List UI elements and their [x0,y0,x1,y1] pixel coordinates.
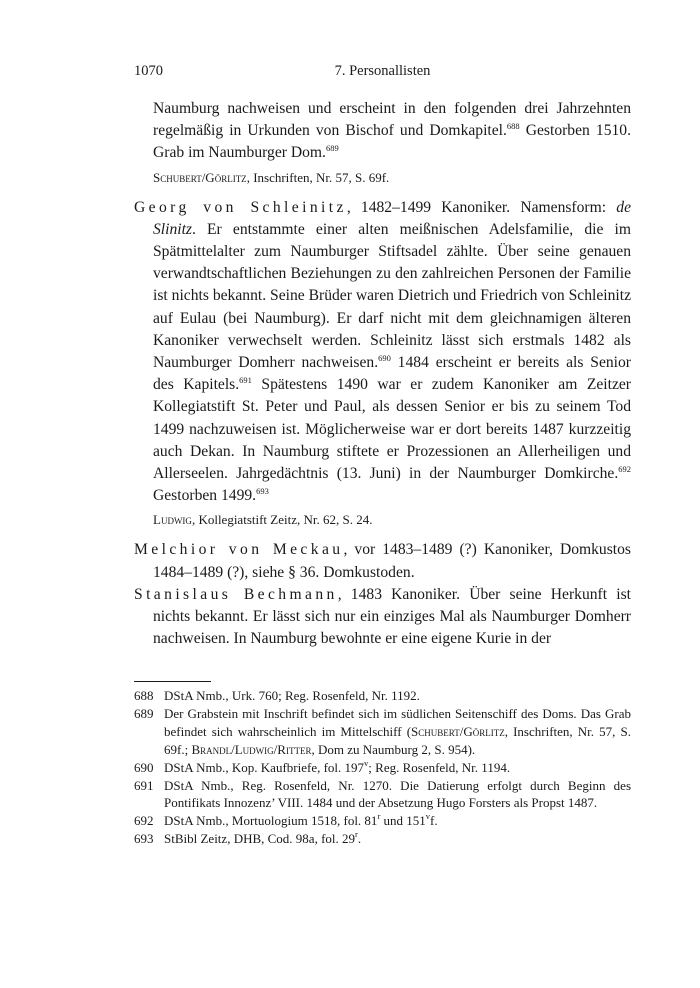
footnote-text: DStA Nmb., Mortuologium 1518, fol. 81$^r$ und 151$^v$f. [164,811,438,829]
footnote-number: 693 [134,831,154,847]
footnote-ref[interactable]: 689 [325,143,339,154]
entry-meckau [134,539,631,583]
entry-text: Spätestens 1490 war er zudem Kanoniker am Zeitzer Kollegiatstift St. Peter und Paul, als dessen Senior er bis zu seinem Tod 1499 nachzuweisen ist. Möglicherweise war er dort bereits 1487 kurzzeitig auch Dekan. In Naumburg stiftete er Prozessionen an Allerheiligen und Allerseelen. Jahrgedächtnis (13. Juni) in der Naumburger Domkirche. [153,376,631,483]
footnote-number: 688 [134,688,154,703]
footnote-ref[interactable]: 692 [618,464,631,475]
footnote-text: DStA Nmb., Reg. Rosenfeld, Nr. 1270. Die Datierung erfolgt durch Beginn des Pontifikats Innozenz’ VIII. 1484 und der Absetzung Hugo Forsters als Propst 1487. [164,777,631,811]
footnote-ref[interactable]: 693 [256,486,269,497]
entry-text: Gestorben 1499. [153,487,257,505]
footnote [134,687,631,705]
source-citation [153,511,631,529]
footnote-number: 690 [134,759,154,775]
footnote-number: 692 [134,813,154,829]
entry-name: Georg von Schleinitz [134,198,347,216]
footnote-text: DStA Nmb., Urk. 760; Reg. Rosenfeld, Nr. 1192. [164,688,420,703]
entry-name: Stanislaus Bechmann [134,585,338,603]
source-rest: , Inschriften, Nr. 57, S. 69f. [246,169,390,185]
name-form: de Slinitz [153,198,631,238]
footnote-text: DStA Nmb., Kop. Kaufbriefe, fol. 197$^v$; Reg. Rosenfeld, Nr. 1194. [164,757,511,775]
footnote-text: StBibl Zeitz, DHB, Cod. 98a, fol. 29$^r$. [164,829,362,847]
footnote-ref[interactable]: 688 [506,121,520,132]
page-number: 1070 [134,63,163,79]
source-author: Ludwig [153,512,192,528]
footnote-number: 689 [134,705,154,721]
footnotes [134,687,631,848]
entry-schleinitz [134,197,631,508]
source-author: Schubert/Görlitz [153,169,247,185]
footnote [134,830,631,848]
entry-text: 1484 erscheint er bereits als Senior des Kapitels. [153,354,632,394]
entry-text: . Er entstammte einer alten meißnischen Adelsfamilie, die im Spätmittelalter zum Naumburger Stiftsadel zählte. Über seine genauen verwandtschaftlichen Beziehungen zu den zahlreichen Personen der Familie ist nichts bekannt. Seine Brüder waren Dietrich und Friedrich von Schleinitz auf Eulau (bei Naumburg). Er darf nicht mit dem gleichnamigen älteren Kanoniker verwechselt werden. Schleinitz lässt sich erstmals 1482 als Naumburger Domherr nachweisen. [153,220,631,372]
footnote-number: 691 [134,777,154,793]
entry-name: Melchior von Meckau [134,541,344,559]
intro-text-2: Gestorben 1510. Grab im Naumburger Dom. [153,122,631,162]
source-citation [153,169,631,187]
running-head [134,63,631,83]
footnote-rule [134,681,211,682]
source-rest: , Kollegiatstift Zeitz, Nr. 62, S. 24. [191,512,373,528]
entry-bechmann [134,584,631,651]
entry-text: , vor 1483–1489 (?) Kanoniker, Domkustos 1484–1489 (?), siehe § 36. Domkustoden. [153,541,631,581]
footnote [134,777,631,813]
footnote [134,759,631,777]
entry-text: , 1483 Kanoniker. Über seine Herkunft ist nichts bekannt. Er lässt sich nur ein einziges Mal als Naumburger Domherr nachweisen. In Naumburg bewohnte er eine eigene Kurie in der [153,585,631,648]
footnote [134,812,631,830]
main-text [134,98,631,650]
footnote-text: Der Grabstein mit Inschrift befindet sich im südlichen Seitenschiff des Doms. Das Grab befindet sich wahrscheinlich im Mittelschiff (Schubert/Görlitz, Inschriften, Nr. 57, S. 69f.; Brandl/Ludwig/Ritter, Dom zu Naumburg 2, S. 954). [164,705,631,757]
footnote-ref[interactable]: 690 [378,353,391,364]
entry-text: , 1482–1499 Kanoniker. Namensform: [346,198,617,216]
footnote-ref[interactable]: 691 [239,375,252,386]
intro-text: Naumburg nachweisen und erscheint in den folgenden drei Jahrzehnten regelmäßig in Urkunden von Bischof und Domkapitel. [153,100,631,140]
running-title: 7. Personallisten [334,63,431,79]
intro-paragraph [134,98,631,165]
footnote [134,705,631,759]
